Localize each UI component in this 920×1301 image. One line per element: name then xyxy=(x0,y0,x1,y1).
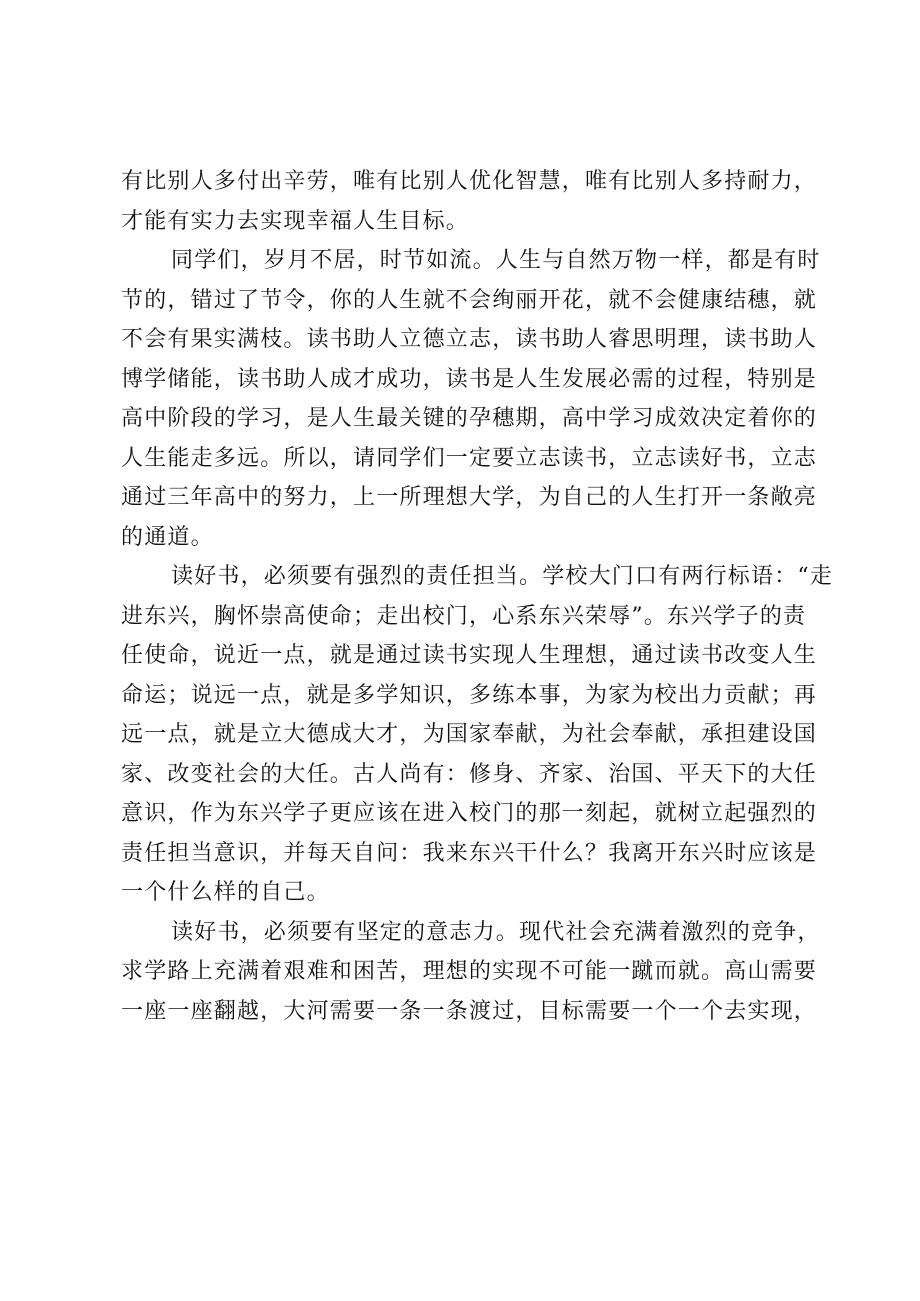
paragraph-2 xyxy=(121,241,821,557)
text-line: 不会有果实满枝。读书助人立德立志，读书助人睿思明理，读书助人 xyxy=(121,327,818,352)
text-line: 通过三年高中的努力，上一所理想大学，为自己的人生打开一条敞亮 xyxy=(121,485,818,510)
text-line: 责任担当意识，并每天自问：我来东兴干什么？我离开东兴时应该是 xyxy=(121,840,818,866)
paragraph-1 xyxy=(121,162,818,241)
text-line: 博学储能，读书助人成才成功，读书是人生发展必需的过程，特别是 xyxy=(121,366,818,392)
text-line: 一座一座翻越，大河需要一条一条渡过，目标需要一个一个去实现， xyxy=(121,998,818,1024)
text-line: 远一点，就是立大德成大才，为国家奉献，为社会奉献，承担建设国 xyxy=(121,722,818,747)
text-line: 一个什么样的自己。 xyxy=(121,880,330,905)
paragraph-3 xyxy=(121,557,834,913)
text-line: 求学路上充满着艰难和困苦，理想的实现不可能一蹴而就。高山需要 xyxy=(121,959,818,984)
text-line: 命运；说远一点，就是多学知识，多练本事，为家为校出力贡献；再 xyxy=(121,682,818,708)
text-line: 才能有实力去实现幸福人生目标。 xyxy=(121,208,470,234)
text-line: 同学们，岁月不居，时节如流。人生与自然万物一样，都是有时 xyxy=(171,248,821,273)
text-line: 读好书，必须要有坚定的意志力。现代社会充满着激烈的竞争， xyxy=(171,919,821,945)
document-page xyxy=(121,162,834,1031)
text-line: 家、改变社会的大任。古人尚有：修身、齐家、治国、平天下的大任 xyxy=(121,761,818,787)
text-line: 的通道。 xyxy=(121,524,214,550)
text-line: 任使命，说近一点，就是通过读书实现人生理想，通过读书改变人生 xyxy=(121,643,818,668)
text-line: 人生能走多远。所以，请同学们一定要立志读书，立志读好书，立志 xyxy=(121,445,818,471)
text-line: 读好书，必须要有强烈的责任担当。学校大门口有两行标语：“走 xyxy=(171,564,834,589)
text-line: 高中阶段的学习，是人生最关键的孕穗期，高中学习成效决定着你的 xyxy=(121,406,818,431)
text-line: 有比别人多付出辛劳，唯有比别人优化智慧，唯有比别人多持耐力， xyxy=(121,169,818,194)
text-line: 进东兴，胸怀崇高使命；走出校门，心系东兴荣辱”。东兴学子的责 xyxy=(121,603,807,629)
paragraph-4 xyxy=(121,913,821,1032)
text-line: 意识，作为东兴学子更应该在进入校门的那一刻起，就树立起强烈的 xyxy=(121,801,818,826)
text-line: 节的，错过了节令，你的人生就不会绚丽开花，就不会健康结穗，就 xyxy=(121,287,818,313)
